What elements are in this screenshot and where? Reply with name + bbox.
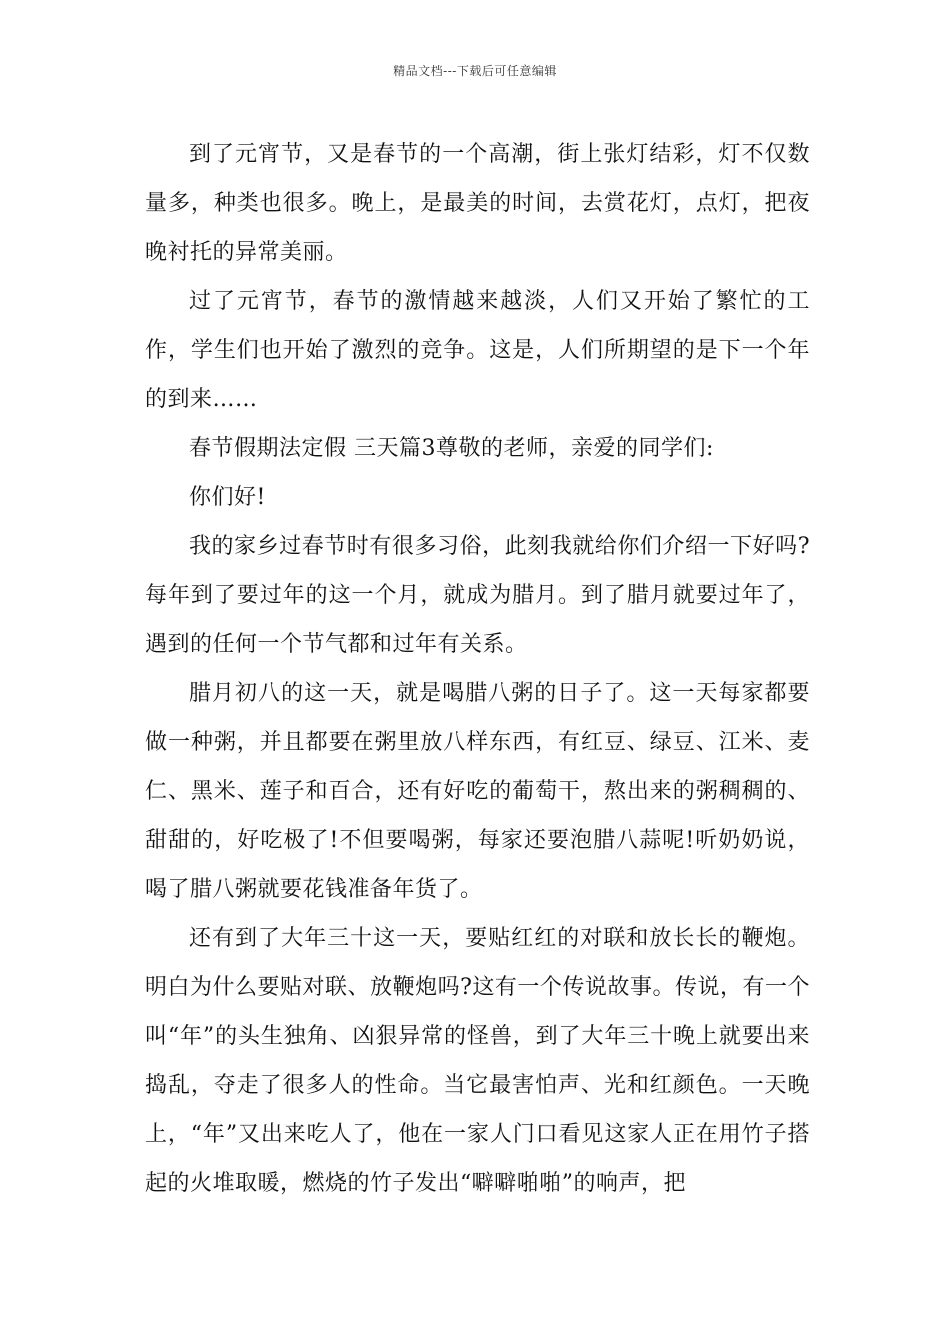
paragraph: 你们好! [189,485,266,510]
document-body [145,130,810,1208]
paragraph: 还有到了大年三十这一天，要贴红红的对联和放长长的鞭炮。明白为什么要贴对联、放鞭炮吗?这有一个传说故事。传说，有一个叫“年”的头生独角、凶狠异常的怪兽，到了大年三十晚上就要出来捣乱，夺走了很多人的性命。当它最害怕声、光和红颜色。一天晚上，“年”又出来吃人了，他在一家人门口看见这家人正在用竹子搭起的火堆取暖，燃烧的竹子发出“噼噼啪啪”的响声，把 [145,926,810,1196]
paragraph: 我的家乡过春节时有很多习俗，此刻我就给你们介绍一下好吗?每年到了要过年的这一个月，就成为腊月。到了腊月就要过年了，遇到的任何一个节气都和过年有关系。 [145,534,810,657]
page-header: 精品文档---下载后可任意编辑 [393,64,557,78]
paragraph: 腊月初八的这一天，就是喝腊八粥的日子了。这一天每家都要做一种粥，并且都要在粥里放八样东西，有红豆、绿豆、江米、麦仁、黑米、莲子和百合，还有好吃的葡萄干，熬出来的粥稠稠的、甜甜的，好吃极了!不但要喝粥，每家还要泡腊八蒜呢!听奶奶说，喝了腊八粥就要花钱准备年货了。 [145,681,810,902]
paragraph: 春节假期法定假 三天篇3尊敬的老师，亲爱的同学们: [189,436,714,461]
paragraph: 到了元宵节，又是春节的一个高潮，街上张灯结彩，灯不仅数量多，种类也很多。晚上，是最美的时间，去赏花灯，点灯，把夜晚衬托的异常美丽。 [145,142,810,265]
paragraph: 过了元宵节，春节的激情越来越淡，人们又开始了繁忙的工作，学生们也开始了激烈的竞争。这是，人们所期望的是下一个年的到来…… [145,289,810,412]
